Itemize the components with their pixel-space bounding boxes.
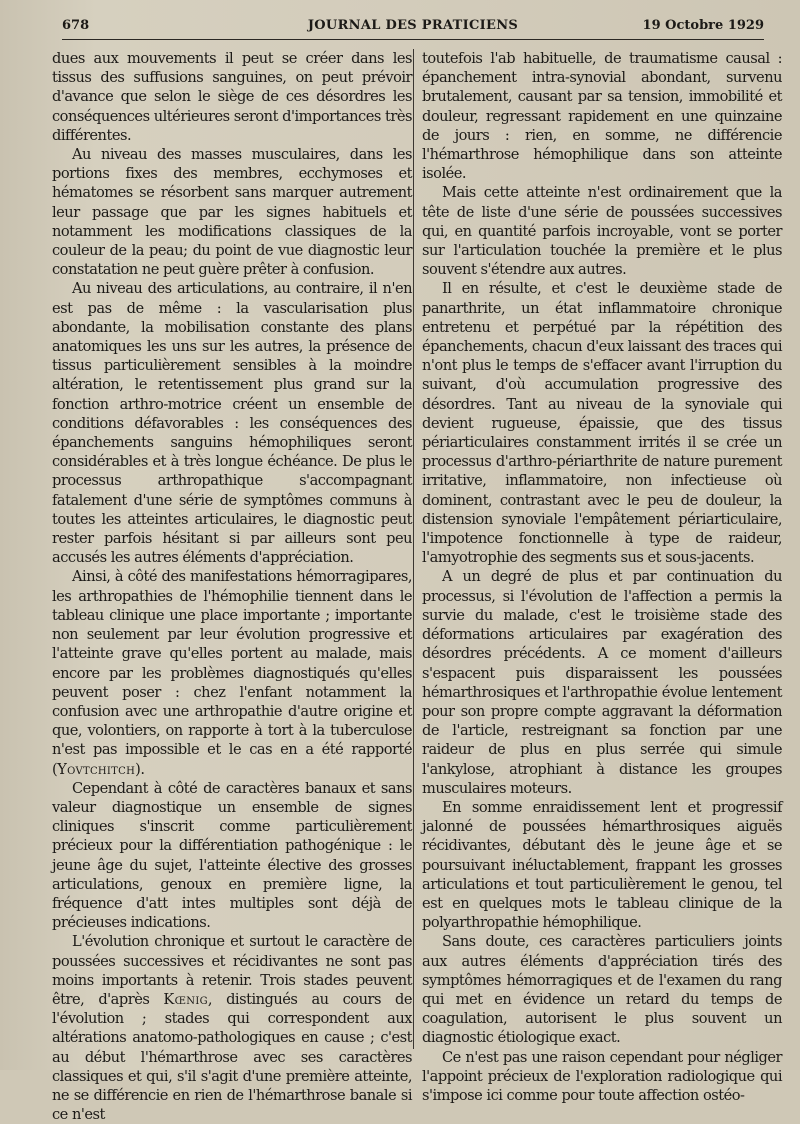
column-divider [413,49,414,1049]
paragraph: toutefois l'ab habituelle, de traumatisme causal : épanchement intra-synovial abondant, survenu brutalement, causant par sa tension, immobilité et douleur, regressant rapidement en une quinzaine de jours : rien, en somme, ne différencie l'hémarthrose hémophilique dans son atteinte isolée. [422,50,782,183]
paragraph: En somme enraidissement lent et progressif jalonné de poussées hémarthrosiques aiguës récidivantes, débutant dès le jeune âge et se poursuivant inéluctablement, frappant les grosses articulations et tout particulièrement le genou, tel est en quelques mots le tableau clinique de la polyarthropathie hémophilique. [422,798,782,932]
paragraph-text: L'évolution chronique et surtout le caractère de poussées successives et récidivantes ne sont pas moins importants à retenir. Trois stades peuvent être, d'après [52,933,412,1008]
paragraph-text: ). [135,760,145,778]
paragraph: Sans doute, ces caractères particuliers joints aux autres éléments d'appréciation tirés des symptômes hémorragiques et de l'examen du rang qui met en évidence un retard du temps de coagulation, autorisent le plus souvent un diagnostic étiologique exact. [422,933,782,1047]
author-name: Yovtchitch [57,760,136,778]
paragraph: Au niveau des articulations, au contraire, il n'en est pas de même : la vascularisation plus abondante, la mobilisation constante des plans anatomiques les uns sur les autres, la présence de tissus particulièrement sensibles à la moindre altération, le retentissement plus grand sur la fonction arthro-motrice créent un ensemble de conditions défavorables : les conséquences des épanchements sanguins hémophiliques seront considérables et à très longue échéance. De plus le processus arthropathique s'accompagnant fatalement d'une série de symptômes communs à toutes les atteintes articulaires, le diagnostic peut rester parfois hésitant si par ailleurs sont peu accusés les autres éléments d'appréciation. [52,280,412,567]
paragraph: Il en résulte, et c'est le deuxième stade de panarthrite, un état inflammatoire chronique entretenu et perpétué par la répétition des épanchements, chacun d'eux laissant des traces qui n'ont plus le temps de s'effacer avant l'irruption du suivant, d'où accumulation progressive des désordres. Tant au niveau de la synoviale qui devient rugueuse, épaissie, que des tissus périarticulaires constamment irrités il se crée un processus d'arthro-périarthrite de nature purement irritative, inflammatoire, non infectieuse où dominent, contrastant avec le peu de douleur, la distension synoviale l'empâtement périarticulaire, l'impotence fonctionnelle à type de raideur, l'amyotrophie des segments sus et sous-jacents. [422,280,782,567]
header-rule [62,39,764,40]
running-head [62,18,764,38]
left-column [52,49,412,1124]
paragraph-text: Ainsi, à côté des manifestations hémorragipares, les arthropathies de l'hémophilie tiennent dans le tableau clinique une place importante ; importante non seulement par leur évolution progressive et l'atteinte grave qu'elles portent au malade, mais encore par les problèmes diagnostiqués qu'elles peuvent poser : chez l'enfant notamment la confusion avec une arthropathie d'autre origine et que, volontiers, on rapporte à tort à la tuberculose n'est pas impossible et le cas en a été rapporté ( [52,568,412,778]
page-number: 678 [62,18,90,33]
author-name: Kœnig [163,990,208,1008]
paragraph: Ce n'est pas une raison cependant pour négliger l'appoint précieux de l'exploration radiologique qui s'impose ici comme pour toute affection ostéo- [422,1048,782,1104]
paragraph: Cependant à côté de caractères banaux et sans valeur diagnostique un ensemble de signes cliniques s'inscrit comme particulièrement précieux pour la différentiation pathogénique : le jeune âge du sujet, l'atteinte élective des grosses articulations, genoux en première ligne, la fréquence d'att intes multiples sont déjà de précieuses indications. [52,779,412,932]
issue-date: 19 Octobre 1929 [642,18,764,33]
paragraph-text: , distingués au cours de l'évolution ; stades qui correspondent aux altérations anatomo-pathologiques en cause ; c'est au début l'hémarthrose avec ses caractères classiques et qui, s'il s'agit d'une première atteinte, ne se différencie en rien de l'hémarthrose banale si ce n'est [52,990,412,1124]
paragraph [52,567,412,778]
paragraph: dues aux mouvements il peut se créer dans les tissus des suffusions sanguines, on peut prévoir d'avance que selon le siège de ces désordres les conséquences ultérieures seront d'importances très différentes. [52,50,412,144]
paragraph: A un degré de plus et par continuation du processus, si l'évolution de l'affection a permis la survie du malade, c'est le troisième stade des déformations articulaires par exagération des désordres précédents. A ce moment d'ailleurs s'espacent puis disparaissent les poussées hémarthrosiques et l'arthropathie évolue lentement pour son propre compte aggravant la déformation de l'article, restreignant sa fonction par une raideur de plus en plus serrée qui simule l'ankylose, atrophiant à distance les groupes musculaires moteurs. [422,568,782,797]
paragraph: Au niveau des masses musculaires, dans les portions fixes des membres, ecchymoses et hématomes se résorbent sans marquer autrement leur passage que par les signes habituels et notamment les modifications classiques de la couleur de la peau; du point de vue diagnostic leur constatation ne peut guère prêter à confusion. [52,146,412,279]
journal-title: JOURNAL DES PRATICIENS [307,18,519,33]
paragraph [52,932,412,1124]
right-column [422,49,782,1105]
paragraph: Mais cette atteinte n'est ordinairement que la tête de liste d'une série de poussées successives qui, en quantité parfois incroyable, vont se porter sur l'articulation touchée la première et le plus souvent s'étendre aux autres. [422,184,782,279]
